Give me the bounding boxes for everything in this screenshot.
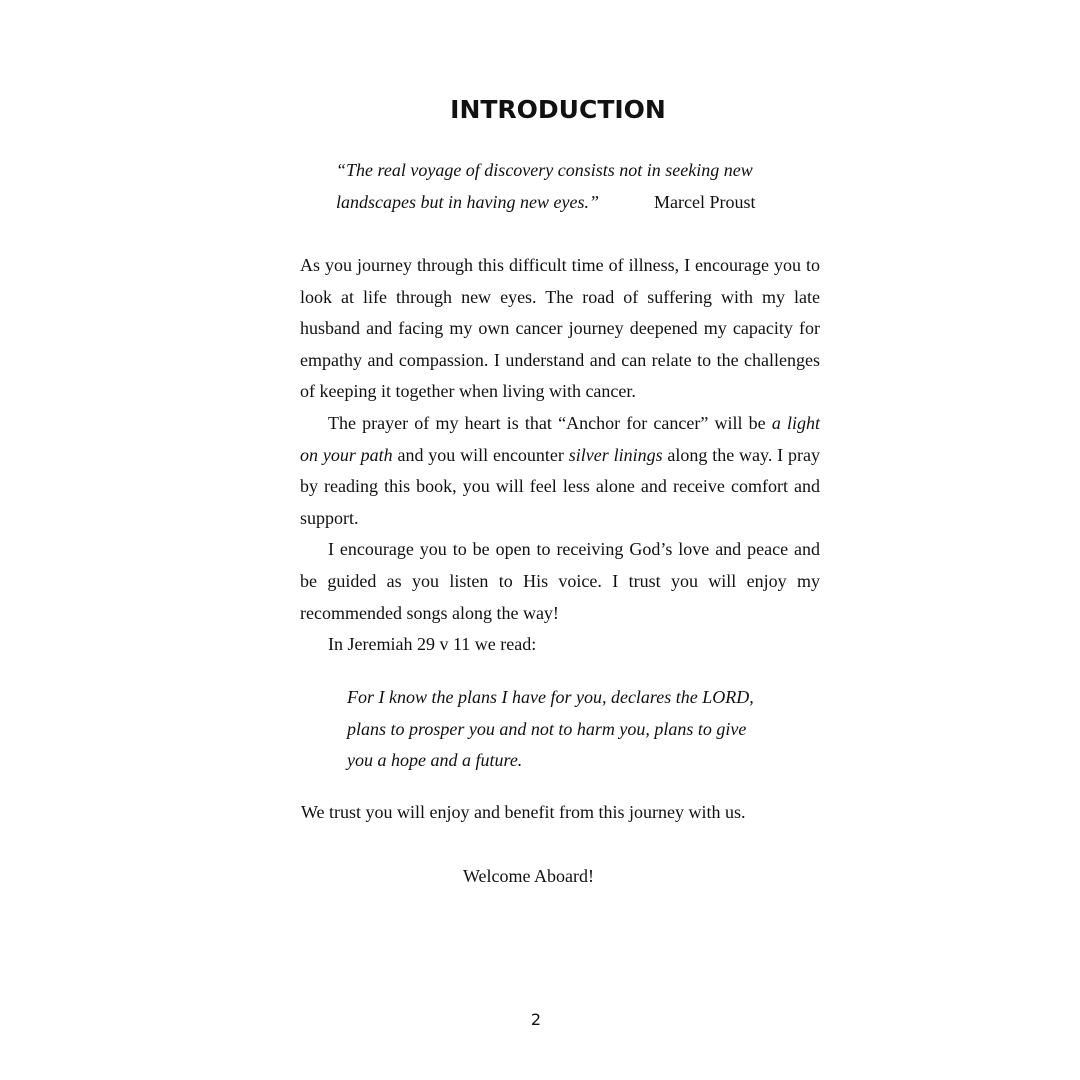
scripture-line-3: you a hope and a future. [347,750,523,771]
paragraph-2-text-b: and you will encounter [392,444,569,465]
paragraph-2-emphasis-1: a light on your path [300,412,820,465]
body-text [300,250,820,661]
epigraph [336,155,776,218]
paragraph-2 [300,408,820,534]
page-number: 2 [530,1010,542,1029]
paragraph-4: In Jeremiah 29 v 11 we read: [328,634,537,655]
epigraph-line-2: landscapes but in having new eyes.” [336,191,599,212]
epigraph-author: Marcel Proust [654,191,756,212]
paragraph-2-text-c: along the way. I pray by reading this book, you will feel less alone and receive comfort and support. [300,444,820,528]
paragraph-1: As you journey through this difficult time of illness, I encourage you to look at life through new eyes. The road of suffering with my late husband and facing my own cancer journey deepened my capacity for empathy and compassion. I understand and can relate to the challenges of keeping it together when living with cancer. [300,255,820,402]
paragraph-2-text-a: The prayer of my heart is that “Anchor for cancer” will be [328,412,772,433]
paragraph-2-emphasis-2: silver linings [568,444,663,465]
epigraph-line-1: “The real voyage of discovery consists not in seeking new [336,160,753,180]
scripture-quote [347,682,777,777]
closing-sentence: We trust you will enjoy and benefit from this journey with us. [301,802,746,822]
scripture-line-2: plans to prosper you and not to harm you, plans to give [347,718,747,739]
scripture-line-1: For I know the plans I have for you, declares the LORD, [347,687,754,707]
page-title: INTRODUCTION [450,95,666,124]
paragraph-3: I encourage you to be open to receiving God’s love and peace and be guided as you listen to His voice. I trust you will enjoy my recommended songs along the way! [300,539,820,623]
welcome-line: Welcome Aboard! [463,866,595,886]
